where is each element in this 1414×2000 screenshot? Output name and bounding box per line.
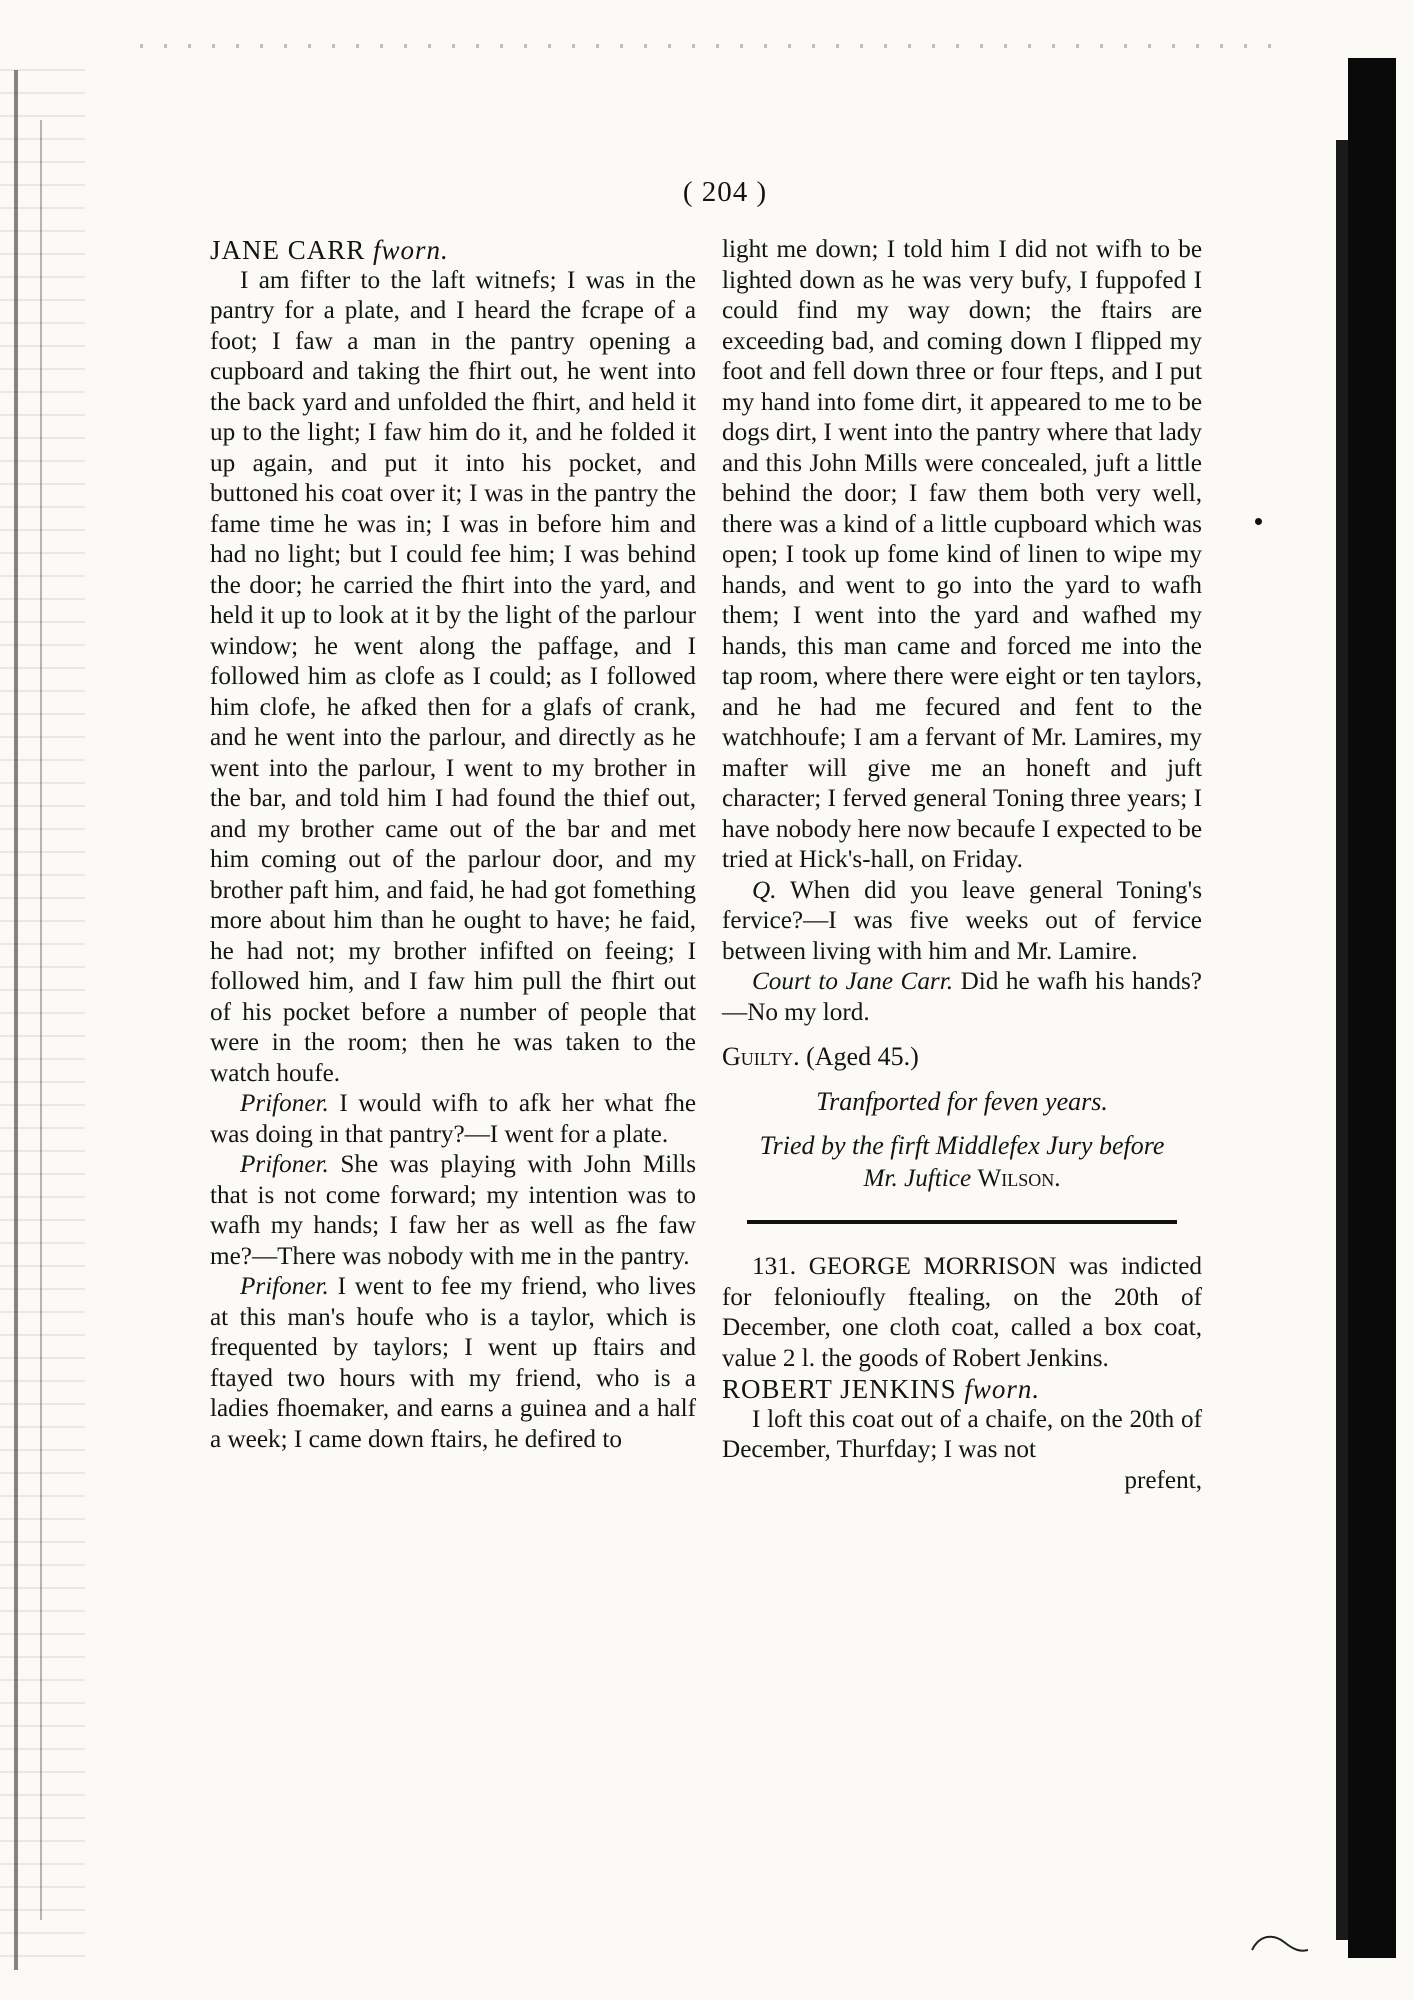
testimony-paragraph: I am fifter to the laft witnefs; I was in the pantry for a plate, and I heard the fcrape of a foot; I faw a man in the pantry opening a cupboard and taking the fhirt out, he went into the back yard and unfolded the fhirt, and held it up to the light; I faw him do it, and he folded it up again, and put it into his pocket, and buttoned his coat over it; I was in the pantry the fame time he was in; I was in before him and had no light; but I could fee him; I was behind the door; he carried the fhirt into the yard, and held it up to look at it by the light of the parlour window; he went along the paffage, and I followed him as clofe as I could; as I followed him clofe, he afked then for a glafs of crank, and he went into the parlour, and directly as he went into the parlour, I went to my brother in the bar, and told him I had found the thief out, and my brother came out of the bar and met him coming out of the parlour door, and my brother paft him, and faid, he had got fomething more about him than he ought to have; he faid, he had not; my brother infifted on feeing; I followed him, and I faw him pull the fhirt out of his pocket before a number of people that were in the room; then he was taken to the watch houfe. [210, 266, 696, 1087]
prisoner-defence-text: I went to fee my friend, who lives at this man's houfe who is a taylor, which is frequented by taylors; I went up ftairs and ftayed two hours with my friend, who is a ladies fhoemaker, and earns a guinea and a half a week; I came down ftairs, he defired to [210, 1273, 696, 1453]
page-edge-bar [1348, 58, 1396, 1958]
case-divider [747, 1220, 1177, 1224]
jury-line: Tried by the firft Middlefex Jury before [759, 1131, 1165, 1160]
prisoner-statement-text: She was playing with John Mills that is not come forward; my intention was to wafh my hands; I faw her as well as fhe faw me?—There was nobody with me in the pantry. [210, 1151, 696, 1270]
scan-top-noise [140, 44, 1290, 48]
indictment-paragraph [722, 1252, 1202, 1374]
case-number: 131. [752, 1253, 797, 1280]
witness-name-2: ROBERT JENKINS [722, 1374, 957, 1404]
page-number: ( 204 ) [682, 176, 768, 208]
judge-line [722, 1164, 1202, 1195]
binding-edge-line [14, 70, 18, 1970]
sworn-label: fworn. [373, 235, 449, 265]
sentence: Tranfported for feven years. [816, 1086, 1108, 1116]
ink-dot [1255, 518, 1262, 525]
speaker-label: Prifoner. [240, 1151, 329, 1178]
speaker-label: Q. [752, 876, 777, 904]
binding-shadow [0, 60, 85, 1970]
left-column [210, 235, 696, 1455]
speaker-label: Prifoner. [240, 1090, 329, 1117]
defendant-age: (Aged 45.) [806, 1042, 919, 1071]
verdict-line [722, 1042, 1184, 1073]
judge-title: Mr. Juftice [863, 1164, 972, 1192]
right-column [722, 235, 1202, 1496]
court-question-text: When did you leave general Toning's fervice?—I was five weeks out of fervice between living with him and Mr. Lamire. [722, 876, 1202, 965]
sworn-label-2: fworn. [964, 1374, 1041, 1404]
judge-name: Wilson. [977, 1164, 1061, 1192]
indictment-text: GEORGE MORRISON was indicted for felonioufly ftealing, on the 20th of December, one cloth coat, called a box coat, value 2 l. the goods of Robert Jenkins. [722, 1253, 1202, 1372]
prisoner-defence [210, 1272, 696, 1455]
corner-curl-mark [1250, 1930, 1310, 1954]
court-question-2 [722, 967, 1202, 1028]
defence-continuation: light me down; I told him I did not wifh to be lighted down as he was very bufy, I fuppofed I could find my way down; the ftairs are exceeding bad, and coming down I flipped my foot and fell down three or four fteps, and I put my hand into fome dirt, it appeared to me to be dogs dirt, I went into the pantry where that lady and this John Mills were concealed, juft a little behind the door; I faw them both very well, there was a kind of a little cupboard which was open; I took up fome kind of linen to wipe my hands, and went to go into the yard to wafh them; I went into the yard and wafhed my hands, this man came and forced me into the tap room, where there were eight or ten taylors, and he had me fecured and fent to the watchhoufe; I am a fervant of Mr. Lamires, my mafter will give me an honeft and juft character; I ferved general Toning three years; I have nobody here now becaufe I expected to be tried at Hick's-hall, on Friday. [722, 236, 1202, 873]
witness-heading [210, 235, 696, 266]
court-question [722, 876, 1202, 968]
witness-name: JANE CARR [210, 235, 366, 265]
speaker-label: Court to Jane Carr. [752, 968, 954, 995]
verdict: Guilty. [722, 1042, 800, 1071]
witness-heading-2 [722, 1374, 1202, 1405]
jenkins-testimony: I loft this coat out of a chaife, on the 20th of December, Thurfday; I was not [722, 1405, 1202, 1463]
prisoner-statement [210, 1150, 696, 1272]
prisoner-question-text: I would wifh to afk her what fhe was doing in that pantry?—I went for a plate. [210, 1090, 696, 1148]
binding-edge-line-secondary [40, 120, 42, 1920]
catchword: prefent, [1124, 1466, 1202, 1494]
prisoner-question [210, 1089, 696, 1150]
court-question-2-text: Did he wafh his hands?—No my lord. [722, 968, 1202, 1026]
speaker-label: Prifoner. [240, 1273, 329, 1300]
